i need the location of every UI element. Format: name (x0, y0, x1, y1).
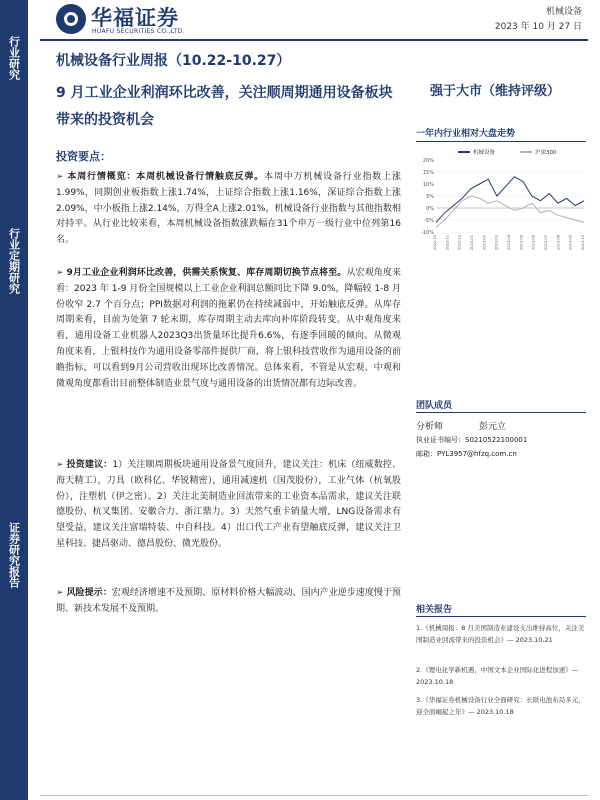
arrow-icon: ➢ (56, 268, 64, 278)
arrow-icon: ➢ (56, 588, 64, 598)
logo-english-text: HUAFU SECURITIES CO.,LTD. (92, 28, 185, 35)
x-tick-label: 2023-09 (568, 235, 573, 251)
relative-performance-chart (414, 146, 588, 254)
section-heading: 投资要点： (56, 150, 111, 163)
report-title: 机械设备行业周报（10.22-10.27） (56, 53, 291, 69)
paragraph-lead: 9月工业企业利润环比改善，供需关系恢复、库存周期切换节点将至。 (66, 268, 347, 278)
y-tick-label: 5% (426, 194, 434, 200)
x-tick-label: 2023-05 (519, 235, 524, 251)
analyst-role: 分析师 (416, 422, 444, 432)
header-divider (40, 39, 588, 41)
header-industry: 机械设备 (545, 7, 582, 17)
paragraph-text: 宏观经济增速不及预期、原材料价格大幅波动、国内产业逆步速度慢于预期、新技术发展不及预期。 (56, 588, 401, 614)
x-tick-label: 2022-10 (433, 235, 437, 251)
paragraph-risk-warning (56, 586, 401, 618)
logo-icon (56, 4, 86, 34)
related-report-link[interactable]: 3.《华福证券机械设备行业全面研究：长联电池布局多元，迎全面崛起之年》— 2023.10.18 (416, 696, 585, 716)
logo-text: 华福证券 (91, 6, 179, 30)
y-tick-label: -10% (421, 230, 434, 236)
x-tick-label: 2023-04 (507, 235, 511, 251)
header-date: 2023 年 10 月 27 日 (494, 22, 582, 32)
paragraph-lead: 风险提示： (66, 588, 112, 598)
paragraph-text: 本周中万机械设备行业指数上涨1.99%，同期创业板指数上涨1.74%，上证综合指数上涨1.16%，深证综合指数上涨2.09%，中小板指上涨2.14%，万得全A上涨2.01%，机械设备行业指数与其他指数相对持平。从行业比较来看，本周机械设备指数涨跌幅在31个申万一级行业中位列第16名。 (56, 172, 401, 246)
x-tick-label: 2023-01 (470, 235, 474, 251)
left-sidebar-band (0, 0, 28, 800)
legend-label: 机械设备 (473, 150, 496, 156)
footer-divider (40, 795, 588, 796)
x-tick-label: 2023-10 (581, 235, 585, 251)
paragraph-lead: 本周行情概览：本周机械设备行情触底反弹。 (66, 172, 265, 182)
x-tick-label: 2023-07 (544, 235, 548, 251)
team-divider (416, 412, 586, 413)
arrow-icon: ➢ (56, 172, 64, 182)
y-tick-label: 0% (426, 206, 434, 212)
team-heading: 团队成员 (416, 401, 453, 411)
related-report-link[interactable]: 1.《机械周报：8 月美国制造业建设支出维持高位，关注美国制造业回流带来的投资机会》— 2023.10.21 (416, 624, 585, 644)
analyst-cert: 执业证书编号：S0210522100001 (416, 436, 528, 444)
y-tick-label: 10% (422, 182, 434, 188)
paragraph-profit-improvement (56, 266, 401, 392)
x-tick-label: 2023-02 (482, 235, 487, 251)
related-report-link[interactable]: 2.《锂电化学新机遇，中国文本企业国际化进程加速》— 2023.10.18 (416, 666, 579, 686)
paragraph-investment-advice (56, 458, 401, 553)
sidebar-label-periodic-research: 行业定期研究 (7, 228, 21, 294)
related-heading: 相关报告 (416, 605, 453, 615)
sidebar-label-securities-report: 证券研究报告 (7, 522, 21, 588)
x-tick-label: 2022-11 (445, 235, 450, 251)
x-tick-label: 2022-12 (457, 235, 462, 251)
analyst-name: 彭元立 (479, 422, 507, 432)
legend-label: 沪深300 (535, 150, 557, 156)
y-tick-label: 15% (422, 170, 434, 176)
sidebar-label-industry-research: 行业研究 (7, 36, 21, 80)
paragraph-weekly-overview (56, 170, 401, 249)
analyst-email: 邮箱：PYL3957@hfzq.com.cn (416, 450, 517, 458)
x-tick-label: 2023-03 (494, 235, 499, 251)
analyst-row (416, 419, 588, 432)
chart-title: 一年内行业相对大盘走势 (416, 129, 516, 139)
arrow-icon: ➢ (56, 460, 64, 470)
paragraph-text: 从宏观角度来看：2023 年 1-9 月份全国规模以上工业企业利润总额同比下降 9.0%，降幅较 1-8 月份收窄 2.7 个百分点；PPI数据对利润的拖累仍在持续减弱中，开始触底反弹。从库存周期来看，目前为处第 7 轮末期，库存周期主动去库向补库阶段转变。从中观角度来看，通用设备工业机器人2023Q3出货量环比提升6.6%，有逐季回暖的倾向。从微观角度来看，上银科技作为通用设备零部件提供厂商，将上银科技营收作为通用设备的前瞻指标，可以看到9月公司营收出现环比改善情况。总体来看，不管是从宏观、中观和微观角度都看出目前整体制造业景气度与通用设备的出货情况都有边际改善。 (56, 268, 401, 389)
report-subtitle: 9 月工业企业利润环比改善，关注顺周期通用设备板块带来的投资机会 (56, 85, 393, 128)
related-divider (416, 616, 586, 617)
x-tick-label: 2023-08 (556, 235, 561, 251)
x-tick-label: 2023-06 (531, 235, 536, 251)
y-tick-label: 20% (422, 158, 434, 164)
paragraph-text: 1）关注顺周期板块通用设备景气度回升，建议关注：机床（纽威数控、海天精工），刀具（欧科亿、华锐精密），通用减速机（国茂股份），工业气体（杭氧股份），注塑机（伊之密）。2）关注北美制造业回流带来的工业资本品需求，建议关注联德股份、杭叉集团、安徽合力、浙江鼎力。3）天然气重卡销量大增，LNG设备需求有望受益，建议关注富瑞特装、中自科技。4）出口代工产业有望触底反弹，建议关注卫星科技、捷昌驱动、德昌股份、微光股份。 (56, 460, 401, 549)
chart-title-divider (416, 141, 586, 142)
rating: 强于大市（维持评级） (430, 84, 561, 99)
series-line (436, 177, 584, 223)
paragraph-lead: 投资建议： (66, 460, 113, 470)
y-tick-label: -5% (424, 218, 434, 224)
